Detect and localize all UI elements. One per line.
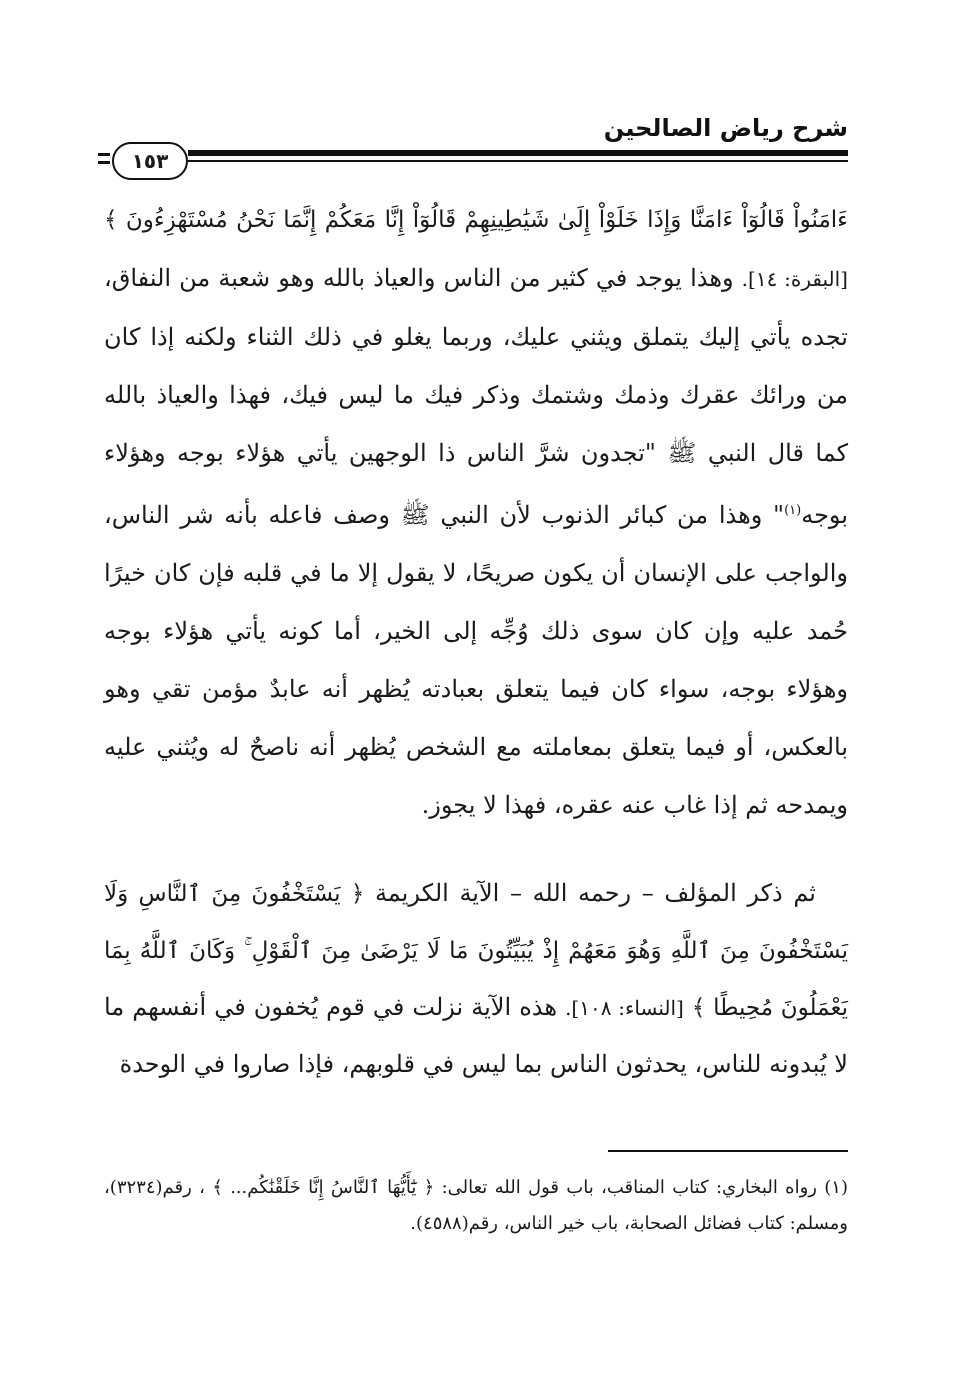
page-number-ornament [98,161,110,164]
header-rule-thin [188,160,848,162]
paragraph-1 [104,190,848,834]
footnote-marker[interactable]: (١) [784,503,802,518]
paragraph-2 [104,865,848,1092]
footnote-separator [608,1150,848,1152]
paragraph-text: هذه الآية نزلت في قوم يُخفون في أنفسهم ما لا يُبدونه للناس، يحدثون الناس بما ليس في قلوبهم، فإذا صاروا في الوحدة [104,993,848,1078]
paragraph-text: وهذا يوجد في كثير من الناس والعياذ بالله وهو شعبة من النفاق، تجده يأتي إليك يتملق ويثني عليك، وربما يغلو في ذلك الثناء ولكنه إذا كان من ورائك عقرك وذمك وشتمك وذكر فيك ما ليس فيك، فهذا والعياذ بالله كما قال النبي ﷺ "تجدون شرَّ الناس ذا الوجهين يأتي هؤلاء بوجه وهؤلاء بوجه [104,264,848,529]
paragraph-text: ثم ذكر المؤلف – رحمه الله – الآية الكريمة [374,879,816,907]
page-number: ١٥٣ [112,142,188,180]
quran-reference: [البقرة: ١٤]. [741,267,848,291]
quran-verse: ءَامَنُواْ قَالُوٓاْ ءَامَنَّا وَإِذَا خَلَوْاْ إِلَىٰ شَيَٰطِينِهِمْ قَالُوٓاْ إِنَّا مَعَكُمْ إِنَّمَا نَحْنُ مُسْتَهْزِءُونَ ﴾ [104,207,848,233]
paragraph-text: " وهذا من كبائر الذنوب لأن النبي ﷺ وصف فاعله بأنه شر الناس، والواجب على الإنسان أن يكون صريحًا، لا يقول إلا ما في قلبه فإن كان خيرًا حُمد عليه وإن كان سوى ذلك وُجِّه إلى الخير، أما كونه يأتي هؤلاء بوجه وهؤلاء بوجه، سواء كان فيما يتعلق بعبادته يُظهر أنه عابدٌ مؤمن تقي وهو بالعكس، أو فيما يتعلق بمعاملته مع الشخص يُظهر أنه ناصحٌ له ويُثني عليه ويمدحه ثم إذا غاب عنه عقره، فهذا لا يجوز. [104,501,848,819]
footnote: (١) رواه البخاري: كتاب المناقب، باب قول الله تعالى: ﴿ يَٰٓأَيُّهَا ٱلنَّاسُ إِنَّا خَلَقْنَٰكُم... ﴾ ، رقم(٣٢٣٤)، ومسلم: كتاب فضائل الصحابة، باب خير الناس، رقم(٤٥٨٨). [104,1177,848,1234]
page-number-ornament [98,153,110,156]
quran-reference: [النساء: ١٠٨]. [565,996,684,1020]
book-title: شرح رياض الصالحين [603,114,848,142]
quran-verse: ﴿ يَسْتَخْفُونَ مِنَ ٱلنَّاسِ وَلَا يَسْتَخْفُونَ مِنَ ٱللَّهِ وَهُوَ مَعَهُمْ إِذْ يُبَيِّتُونَ مَا لَا يَرْضَىٰ مِنَ ٱلْقَوْلِ ۚ وَكَانَ ٱللَّهُ بِمَا يَعْمَلُونَ مُحِيطًا ﴾ [104,881,848,1021]
header-rule-thick [188,150,848,156]
